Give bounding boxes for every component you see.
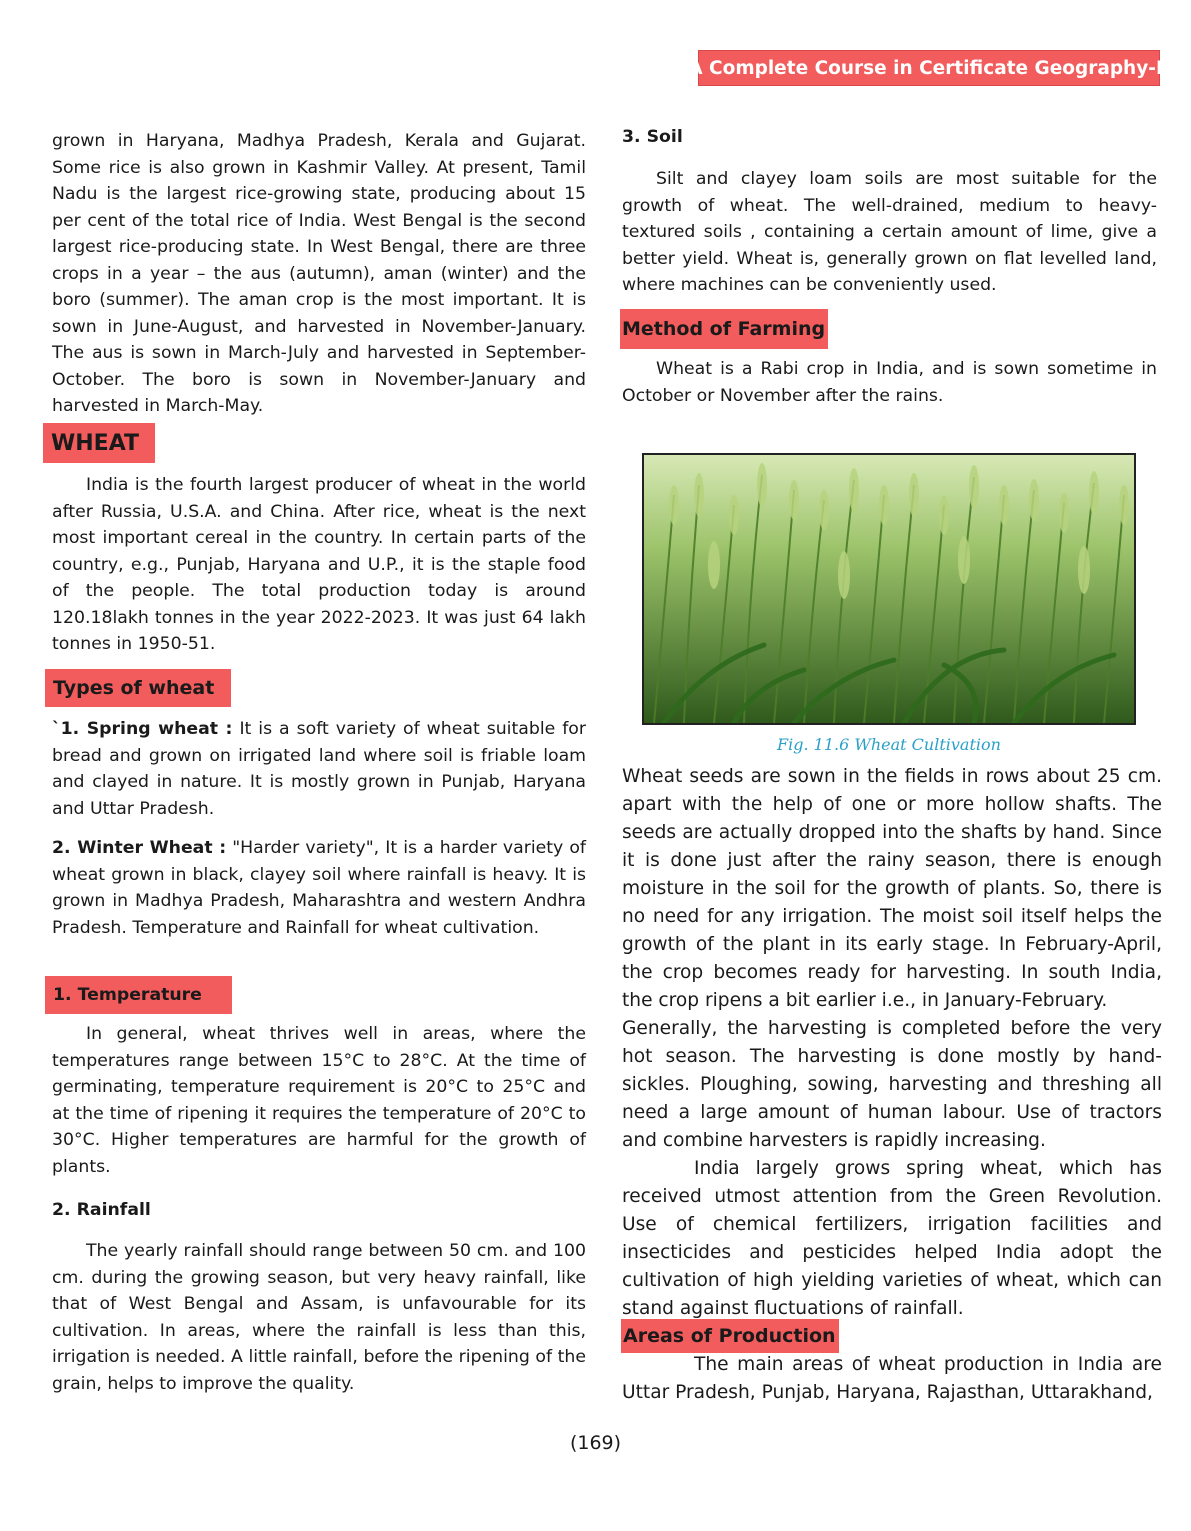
figure-caption: Fig. 11.6 Wheat Cultivation bbox=[777, 735, 1001, 754]
wheat-intro-paragraph: India is the fourth largest producer of wheat in the world after Russia, U.S.A. and China. After rice, wheat is the next most important cereal in the country. In certain parts of the country, e.g., Punjab, Haryana and U.P., it is the staple food of the people. The total production today is around 120.18lakh tonnes in the year 2022-2023. It was just 64 lakh tonnes in 1950-51. bbox=[52, 475, 586, 654]
sowing-paragraph: Wheat seeds are sown in the fields in rows about 25 cm. apart with the help of one or more hollow shafts. The seeds are actually dropped into the shafts by hand. Since it is done just after the rainy season, there is enough moisture in the soil for the growth of plants. So, there is no need for any irrigation. The moist soil itself helps the growth of the plant in its early stage. In February-April, the crop becomes ready for harvesting. In south India, the crop ripens a bit earlier i.e., in January-February. bbox=[622, 766, 1162, 1011]
spring-wheat-green-revolution-paragraph: India largely grows spring wheat, which has received utmost attention from the Green Revolution. Use of chemical fertilizers, irrigation facilities and insecticides and pesticides helped India adopt the cultivation of high yielding varieties of wheat, which can stand against fluctuations of rainfall. bbox=[622, 1158, 1162, 1319]
spring-wheat-paragraph bbox=[52, 716, 586, 822]
rice-continuation-paragraph: grown in Haryana, Madhya Pradesh, Kerala and Gujarat. Some rice is also grown in Kashmir Valley. At present, Tamil Nadu is the largest rice-growing state, producing about 15 per cent of the total rice of India. West Bengal is the second largest rice-producing state. In West Bengal, there are three crops in a year – the aus (autumn), aman (winter) and the boro (summer). The aman crop is the most important. It is sown in June-August, and harvested in November-January. The aus is sown in March-July and harvested in September-October. The boro is sown in November-January and harvested in March-May. bbox=[52, 131, 586, 416]
book-title-badge: A Complete Course in Certificate Geography-II bbox=[698, 50, 1160, 86]
winter-wheat-paragraph bbox=[52, 835, 586, 941]
harvesting-paragraph: Generally, the harvesting is completed before the very hot season. The harvesting is done mostly by hand-sickles. Ploughing, sowing, harvesting and threshing all need a large amount of human labour. Use of tractors and combine harvesters is rapidly increasing. bbox=[622, 1018, 1162, 1151]
wheat-heading: WHEAT bbox=[43, 423, 155, 463]
method-paragraph: Wheat is a Rabi crop in India, and is sown sometime in October or November after the rains. bbox=[622, 359, 1157, 406]
winter-wheat-label: 2. Winter Wheat : bbox=[52, 838, 227, 858]
areas-paragraph: The main areas of wheat production in India are Uttar Pradesh, Punjab, Haryana, Rajasthan, Uttarakhand, bbox=[622, 1354, 1162, 1403]
soil-heading: 3. Soil bbox=[622, 127, 683, 147]
winter-wheat-text: "Harder variety", It is a harder variety of wheat grown in black, clayey soil where rainfall is heavy. It is grown in Madhya Pradesh, Maharashtra and western Andhra Pradesh. Temperature and Rainfall for wheat cultivation. bbox=[52, 838, 586, 938]
method-of-farming-heading: Method of Farming bbox=[620, 309, 828, 349]
temperature-paragraph: In general, wheat thrives well in areas, where the temperatures range between 15°C to 28°C. At the time of germinating, temperature requirement is 20°C to 25°C and at the time of ripening it requires the temperature of 20°C to 30°C. Higher temperatures are harmful for the growth of plants. bbox=[52, 1024, 586, 1177]
temperature-heading: 1. Temperature bbox=[45, 976, 232, 1014]
areas-of-production-heading: Areas of Production bbox=[621, 1319, 839, 1353]
rainfall-paragraph: The yearly rainfall should range between 50 cm. and 100 cm. during the growing season, but very heavy rainfall, like that of West Bengal and Assam, is unfavourable for its cultivation. In areas, where the rainfall is less than this, irrigation is needed. A little rainfall, before the ripening of the grain, helps to improve the quality. bbox=[52, 1241, 586, 1394]
spring-wheat-label: `1. Spring wheat : bbox=[52, 719, 233, 739]
wheat-field-illustration bbox=[644, 455, 1134, 723]
soil-paragraph: Silt and clayey loam soils are most suitable for the growth of wheat. The well-drained, medium to heavy-textured soils , containing a certain amount of lime, give a better yield. Wheat is, generally grown on flat levelled land, where machines can be conveniently used. bbox=[622, 169, 1157, 295]
page-number: (169) bbox=[569, 1432, 622, 1454]
wheat-field-photo bbox=[642, 453, 1136, 725]
rainfall-heading: 2. Rainfall bbox=[52, 1200, 151, 1220]
spring-wheat-text: It is a soft variety of wheat suitable for bread and grown on irrigated land where soil is friable loam and clayed in nature. It is mostly grown in Punjab, Haryana and Uttar Pradesh. bbox=[52, 719, 586, 819]
types-of-wheat-heading: Types of wheat bbox=[45, 669, 231, 707]
